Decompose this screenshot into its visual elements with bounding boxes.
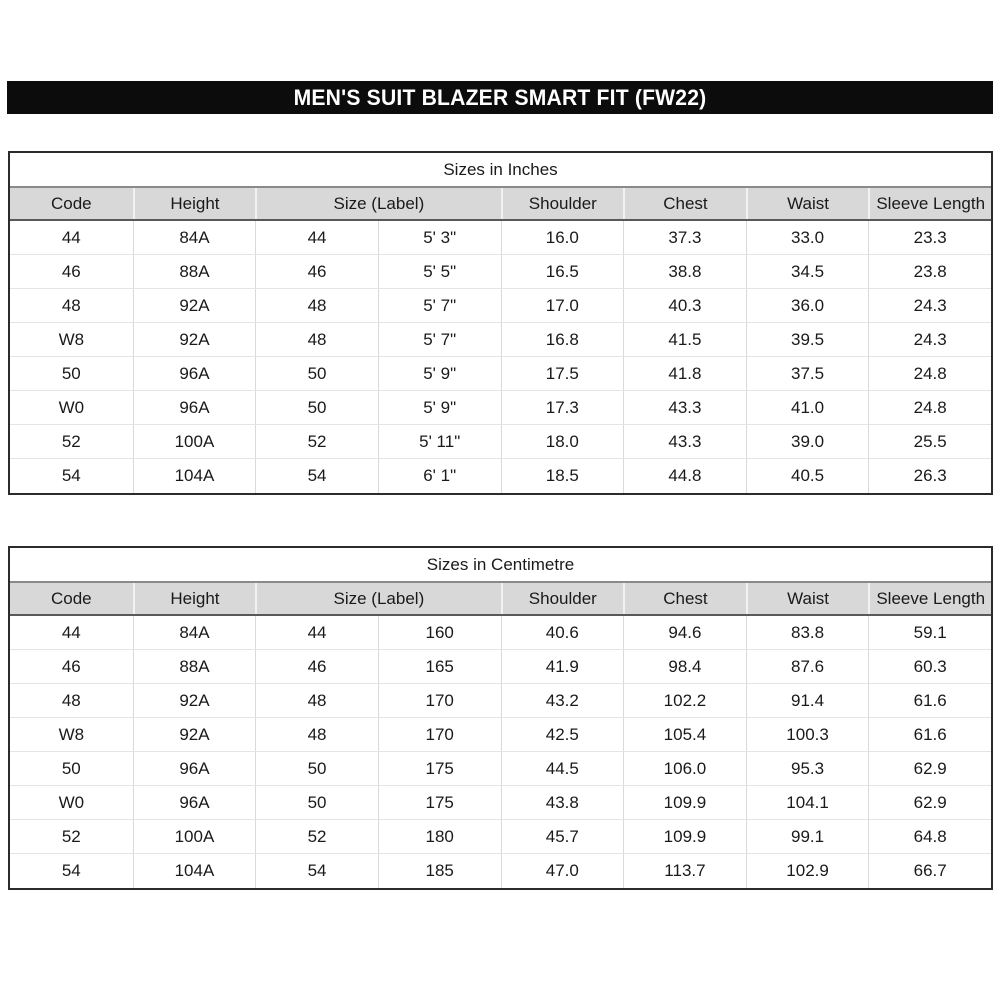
table-cell: 26.3 [868, 459, 991, 493]
table-cell: 104.1 [746, 786, 869, 819]
table-cell: 24.3 [868, 289, 991, 322]
table-cell: 100A [133, 820, 256, 853]
table-cell: 48 [61, 690, 81, 710]
header-cell-size-label: Size (Label) [255, 188, 500, 219]
table-cell: 16.0 [501, 221, 624, 254]
table-cell: 102.2 [623, 684, 746, 717]
table-cell: 37.3 [623, 221, 746, 254]
table-body [10, 221, 991, 493]
header-cell-shoulder: Shoulder [501, 188, 624, 219]
table-row [10, 357, 991, 391]
table-cell: 44 [61, 622, 81, 642]
table-cell: 66.7 [868, 854, 991, 888]
table-row [10, 718, 991, 752]
table-cell: 17.3 [501, 391, 624, 424]
table-cell: 54 [255, 459, 378, 493]
table-cell: 84A [133, 221, 256, 254]
table-cell: 41.5 [623, 323, 746, 356]
table-cell: 42.5 [501, 718, 624, 751]
table-cell: 5' 7" [378, 323, 501, 356]
header-cell-height: Height [133, 583, 256, 614]
table-cell: 91.4 [746, 684, 869, 717]
table-cell: 92A [133, 323, 256, 356]
table-cell: 5' 9" [378, 391, 501, 424]
table-cell: 96A [133, 391, 256, 424]
table-cell: 5' 5" [378, 255, 501, 288]
table-cell: 5' 9" [378, 357, 501, 390]
table-cell: 16.8 [501, 323, 624, 356]
table-cell: 170 [378, 684, 501, 717]
table-cell: 100.3 [746, 718, 869, 751]
table-cell: 33.0 [746, 221, 869, 254]
table-cell: 43.3 [623, 391, 746, 424]
table-cell: 41.8 [623, 357, 746, 390]
table-cell: 113.7 [623, 854, 746, 888]
table-cell: 40.5 [746, 459, 869, 493]
table-cell: 175 [378, 752, 501, 785]
table-cell: 40.6 [501, 616, 624, 649]
table-cell: 46 [255, 650, 378, 683]
table-row [10, 289, 991, 323]
header-cell-code: Code [50, 588, 92, 608]
table-cell: 43.8 [501, 786, 624, 819]
table-row [10, 459, 991, 493]
table-cell: 50 [255, 752, 378, 785]
table-row [10, 425, 991, 459]
title-bar [7, 81, 993, 114]
table-cell: 109.9 [623, 786, 746, 819]
table-cell: 18.5 [501, 459, 624, 493]
table-cell: 83.8 [746, 616, 869, 649]
table-cell: 52 [255, 820, 378, 853]
table-cell: 98.4 [623, 650, 746, 683]
table-cell: 18.0 [501, 425, 624, 458]
table-cell: 50 [61, 363, 81, 383]
table-cell: 34.5 [746, 255, 869, 288]
table-cell: 24.8 [868, 391, 991, 424]
table-cell: 84A [133, 616, 256, 649]
table-cell: 48 [255, 289, 378, 322]
table-cell: 64.8 [868, 820, 991, 853]
table-cell: 48 [255, 684, 378, 717]
table-caption: Sizes in Centimetre [10, 548, 991, 583]
table-cell: 88A [133, 650, 256, 683]
table-cell: 5' 11" [378, 425, 501, 458]
table-cell: 102.9 [746, 854, 869, 888]
table-cell: 50 [255, 357, 378, 390]
table-cell: 50 [255, 786, 378, 819]
table-cell: 16.5 [501, 255, 624, 288]
table-cell: 50 [255, 391, 378, 424]
table-cell: 104A [133, 854, 256, 888]
table-cell: 62.9 [868, 786, 991, 819]
table-cell: 47.0 [501, 854, 624, 888]
size-table-inches [8, 151, 993, 495]
table-cell: 6' 1" [378, 459, 501, 493]
table-cell: 61.6 [868, 718, 991, 751]
table-cell: 92A [133, 289, 256, 322]
header-cell-sleeve-length: Sleeve Length [868, 188, 991, 219]
header-cell-height: Height [133, 188, 256, 219]
table-cell: 92A [133, 684, 256, 717]
table-cell: 54 [61, 861, 81, 880]
table-cell: 44 [61, 227, 81, 247]
table-cell: 45.7 [501, 820, 624, 853]
table-cell: 44 [255, 616, 378, 649]
header-cell-size-label: Size (Label) [255, 583, 500, 614]
table-cell: W0 [58, 792, 85, 812]
table-cell: 48 [61, 295, 81, 315]
table-cell: 95.3 [746, 752, 869, 785]
header-cell-code: Code [50, 193, 92, 213]
table-cell: 52 [255, 425, 378, 458]
table-cell: 106.0 [623, 752, 746, 785]
table-cell: 88A [133, 255, 256, 288]
table-cell: 48 [255, 718, 378, 751]
table-cell: 170 [378, 718, 501, 751]
table-cell: 38.8 [623, 255, 746, 288]
table-cell: 96A [133, 786, 256, 819]
table-cell: 46 [255, 255, 378, 288]
table-row [10, 684, 991, 718]
size-table-centimetre [8, 546, 993, 890]
table-cell: 92A [133, 718, 256, 751]
table-cell: 59.1 [868, 616, 991, 649]
table-row [10, 650, 991, 684]
table-cell: 25.5 [868, 425, 991, 458]
table-header-row [10, 583, 991, 616]
table-cell: 39.5 [746, 323, 869, 356]
header-cell-waist: Waist [746, 188, 869, 219]
table-row [10, 391, 991, 425]
table-cell: 180 [378, 820, 501, 853]
table-cell: 160 [378, 616, 501, 649]
table-cell: 23.8 [868, 255, 991, 288]
table-cell: 104A [133, 459, 256, 493]
table-cell: 54 [61, 466, 81, 485]
table-cell: 109.9 [623, 820, 746, 853]
table-cell: 48 [255, 323, 378, 356]
table-cell: 5' 7" [378, 289, 501, 322]
table-cell: 105.4 [623, 718, 746, 751]
table-cell: 43.2 [501, 684, 624, 717]
table-cell: 44 [255, 221, 378, 254]
table-cell: 46 [61, 656, 81, 676]
table-cell: 5' 3" [378, 221, 501, 254]
table-cell: 62.9 [868, 752, 991, 785]
table-cell: 50 [61, 758, 81, 778]
table-row [10, 323, 991, 357]
table-cell: 46 [61, 261, 81, 281]
page-title: MEN'S SUIT BLAZER SMART FIT (FW22) [293, 84, 707, 110]
table-cell: W8 [58, 724, 85, 744]
table-cell: 54 [255, 854, 378, 888]
table-cell: 60.3 [868, 650, 991, 683]
header-cell-waist: Waist [746, 583, 869, 614]
table-cell: 41.0 [746, 391, 869, 424]
table-cell: 52 [61, 431, 81, 451]
header-cell-chest: Chest [623, 188, 746, 219]
table-cell: W0 [58, 397, 85, 417]
header-cell-sleeve-length: Sleeve Length [868, 583, 991, 614]
table-header-row [10, 188, 991, 221]
table-cell: 39.0 [746, 425, 869, 458]
header-cell-shoulder: Shoulder [501, 583, 624, 614]
table-cell: 24.8 [868, 357, 991, 390]
table-row [10, 854, 991, 888]
table-cell: 100A [133, 425, 256, 458]
table-row [10, 820, 991, 854]
table-cell: 87.6 [746, 650, 869, 683]
table-row [10, 221, 991, 255]
table-row [10, 752, 991, 786]
table-cell: 23.3 [868, 221, 991, 254]
table-cell: 61.6 [868, 684, 991, 717]
table-cell: 40.3 [623, 289, 746, 322]
table-cell: 52 [61, 826, 81, 846]
table-row [10, 616, 991, 650]
table-cell: 37.5 [746, 357, 869, 390]
table-cell: 165 [378, 650, 501, 683]
table-row [10, 786, 991, 820]
table-cell: 17.5 [501, 357, 624, 390]
header-cell-chest: Chest [623, 583, 746, 614]
table-cell: 96A [133, 752, 256, 785]
table-cell: 96A [133, 357, 256, 390]
table-caption: Sizes in Inches [10, 153, 991, 188]
table-cell: 17.0 [501, 289, 624, 322]
table-cell: 185 [378, 854, 501, 888]
table-cell: 44.5 [501, 752, 624, 785]
table-row [10, 255, 991, 289]
table-cell: 175 [378, 786, 501, 819]
table-cell: 41.9 [501, 650, 624, 683]
table-cell: 43.3 [623, 425, 746, 458]
table-cell: 94.6 [623, 616, 746, 649]
table-cell: 44.8 [623, 459, 746, 493]
table-cell: 99.1 [746, 820, 869, 853]
table-cell: W8 [58, 329, 85, 349]
table-cell: 24.3 [868, 323, 991, 356]
table-body [10, 616, 991, 888]
table-cell: 36.0 [746, 289, 869, 322]
